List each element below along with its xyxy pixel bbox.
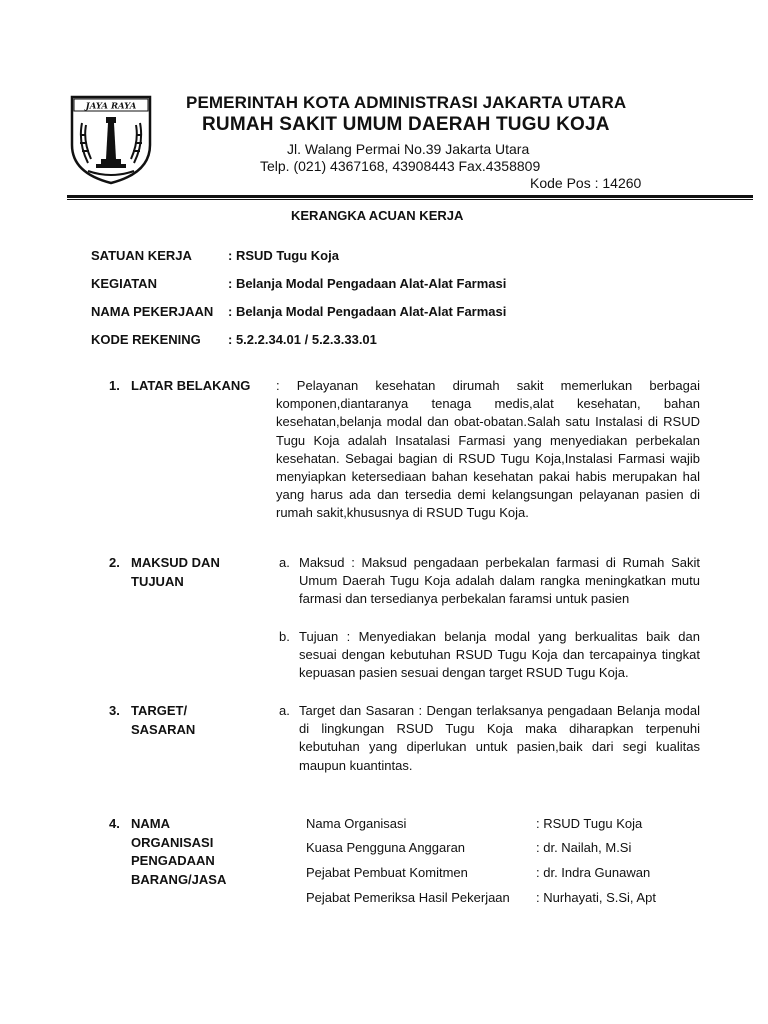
meta-value: : Belanja Modal Pengadaan Alat-Alat Farmasi: [228, 304, 507, 319]
section-1-number: 1.: [109, 378, 120, 393]
org-value: : Nurhayati, S.Si, Apt: [536, 890, 656, 905]
section-3-item-a: Target dan Sasaran : Dengan terlaksanya pengadaan Belanja modal di lingkungan RSUD Tugu Koja maka diharapkan terpenuhi kebutuhan yang diperlukan untuk pasien,baik dari segi kualitas maupun kuantintas.: [299, 703, 700, 773]
org-value: : dr. Indra Gunawan: [536, 865, 651, 880]
org-label: Pejabat Pemeriksa Hasil Pekerjaan: [306, 890, 510, 905]
government-name: PEMERINTAH KOTA ADMINISTRASI JAKARTA UTARA: [186, 93, 627, 112]
section-4-title: [131, 815, 226, 889]
hospital-name: RUMAH SAKIT UMUM DAERAH TUGU KOJA: [202, 114, 610, 135]
org-row: [306, 865, 706, 883]
meta-value: : Belanja Modal Pengadaan Alat-Alat Farmasi: [228, 276, 507, 291]
section-1-title: LATAR BELAKANG: [131, 378, 251, 393]
document-title: KERANGKA ACUAN KERJA: [291, 208, 464, 223]
meta-label: KODE REKENING: [91, 332, 201, 347]
section-2-title: [131, 554, 220, 591]
org-label: Pejabat Pembuat Komitmen: [306, 865, 468, 880]
section-3-title-line: SASARAN: [131, 721, 196, 737]
meta-value: : RSUD Tugu Koja: [228, 248, 339, 263]
list-marker: a.: [279, 555, 290, 570]
section-4-title-line: NAMA: [131, 816, 170, 831]
hospital-address: Jl. Walang Permai No.39 Jakarta Utara: [287, 141, 530, 157]
section-4-title-line: BARANG/JASA: [131, 871, 227, 887]
org-label: Kuasa Pengguna Anggaran: [306, 840, 466, 855]
section-3-title-line: TARGET/: [131, 703, 188, 718]
org-value: : dr. Nailah, M.Si: [536, 840, 632, 855]
org-row: [306, 840, 706, 858]
org-row: [306, 890, 706, 908]
org-label: Nama Organisasi: [306, 816, 407, 831]
section-2-item-a: Maksud : Maksud pengadaan perbekalan farmasi di Rumah Sakit Umum Daerah Tugu Koja adalah dalam rangka meningkatkan mutu farmasi dan tersedianya perbekalan faramsi untuk pasien: [299, 555, 700, 607]
section-2-title-line: TUJUAN: [131, 573, 184, 589]
list-marker: a.: [279, 703, 290, 718]
section-3-title: [131, 702, 195, 739]
section-4-title-line: PENGADAAN: [131, 853, 215, 868]
section-2-number: 2.: [109, 555, 120, 570]
list-marker: b.: [279, 629, 290, 644]
section-2-item-b: Tujuan : Menyediakan belanja modal yang berkualitas baik dan sesuai dengan kebutuhan RSUD Tugu Koja dan tercapainya tingkat kepuasan pasien sesuai dengan target RSUD Tugu Koja.: [299, 629, 700, 681]
meta-label: SATUAN KERJA: [91, 248, 192, 263]
jaya-raya-emblem: [68, 93, 154, 185]
letterhead-divider: [67, 195, 753, 198]
emblem-motto: JAYA RAYA: [85, 101, 137, 112]
meta-label: NAMA PEKERJAAN: [91, 304, 214, 319]
section-4-number: 4.: [109, 816, 120, 831]
meta-value: : 5.2.2.34.01 / 5.2.3.33.01: [228, 332, 377, 347]
section-1-text: : Pelayanan kesehatan dirumah sakit memerlukan berbagai komponen,diantaranya tenaga medis,alat kesehatan, bahan kesehatan,belanja modal dan obat-obatan.Salah satu Instalasi di RSUD Tugu Koja adalah Insatalasi Farmasi yang menyediakan perbekalan kesehatan. Sebagai bagian di RSUD Tugu Koja,Instalasi Farmasi wajib menyiapkan ketersediaan bahan kesehatan pakai habis merupakan hal yang harus ada dan tersedia demi kelangsungan pelayanan pasien di rumah sakit,khususnya di RSUD Tugu Koja.: [276, 378, 700, 521]
hospital-phone: Telp. (021) 4367168, 43908443 Fax.4358809: [260, 158, 541, 174]
org-row: [306, 816, 706, 834]
section-2-title-line: MAKSUD DAN: [131, 555, 220, 570]
letterhead-divider-thin: [67, 199, 753, 200]
section-4-title-line: ORGANISASI: [131, 834, 214, 850]
meta-block: [91, 248, 711, 358]
meta-label: KEGIATAN: [91, 276, 157, 291]
postal-code: Kode Pos : 14260: [530, 175, 642, 191]
org-value: : RSUD Tugu Koja: [536, 816, 643, 831]
section-3-number: 3.: [109, 703, 120, 718]
